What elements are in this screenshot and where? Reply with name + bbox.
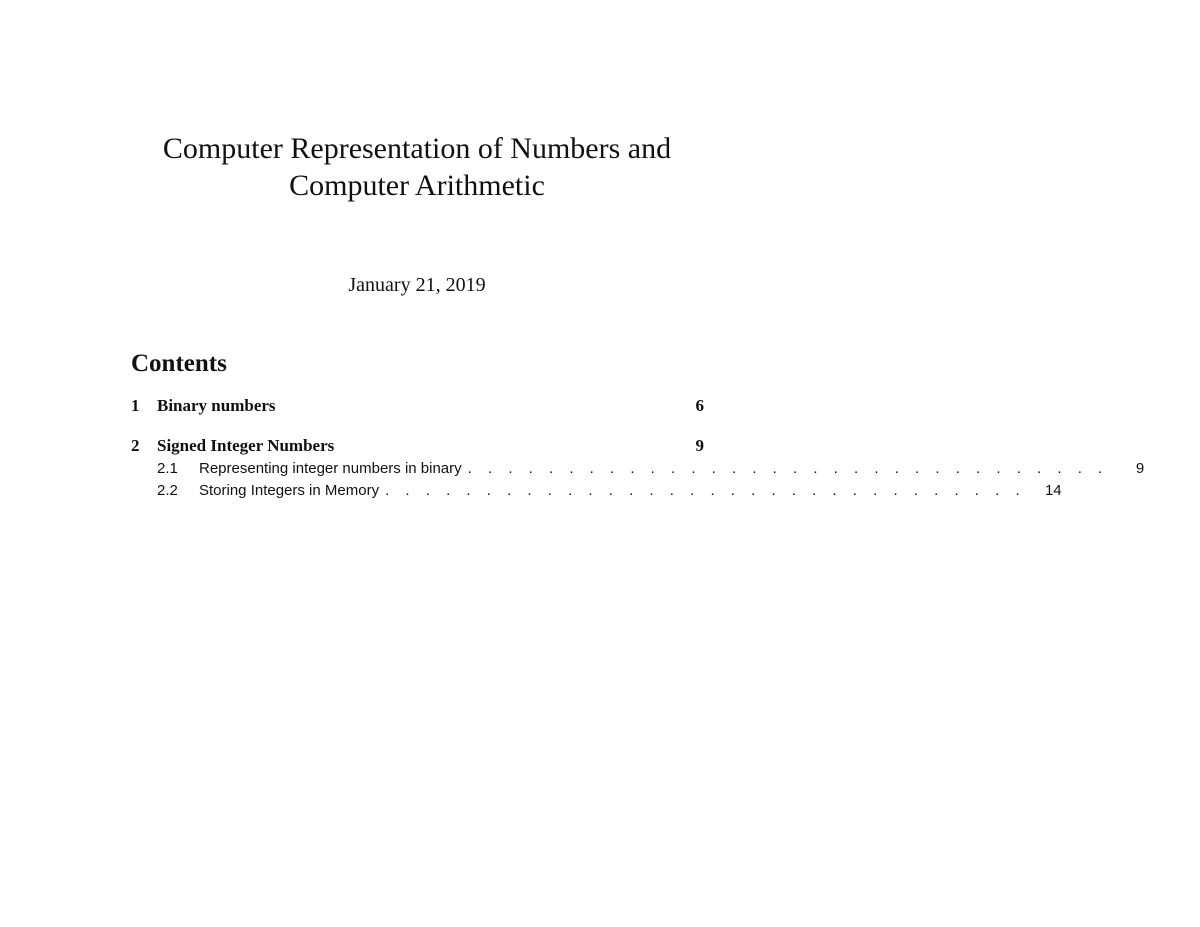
toc-section-2[interactable] [131, 434, 704, 458]
toc-section-page: 6 [695, 396, 704, 415]
toc-section-page: 9 [695, 436, 704, 455]
toc-dot-leader: . . . . . . . . . . . . . . . . . . . . . . . . . . . . . . . . [385, 482, 1026, 499]
toc-subsection-page: 14 [1044, 482, 1062, 499]
toc-dot-leader: . . . . . . . . . . . . . . . . . . . . . . . . . . . . . . . . [467, 460, 1109, 477]
toc-section-number: 2 [131, 436, 140, 455]
toc-section-number: 1 [131, 396, 140, 415]
title-line-2: Computer Arithmetic [289, 169, 545, 202]
table-of-contents [131, 394, 1145, 502]
toc-subsection-page: 9 [1135, 460, 1145, 477]
toc-section-title: Binary numbers [157, 396, 276, 415]
toc-subsection-2-1[interactable] [131, 458, 1145, 480]
toc-subsection-number: 2.1 [157, 460, 178, 477]
toc-subsection-number: 2.2 [157, 482, 178, 499]
contents-heading: Contents [131, 350, 227, 377]
toc-subsection-2-2[interactable] [131, 480, 1062, 502]
document-title [130, 130, 704, 204]
toc-section-1[interactable] [131, 394, 704, 418]
title-line-1: Computer Representation of Numbers and [162, 132, 672, 165]
toc-section-title: Signed Integer Numbers [157, 436, 335, 455]
document-date: January 21, 2019 [348, 274, 486, 296]
toc-subsection-title: Representing integer numbers in binary [199, 460, 462, 477]
toc-subsection-title: Storing Integers in Memory [199, 482, 380, 499]
